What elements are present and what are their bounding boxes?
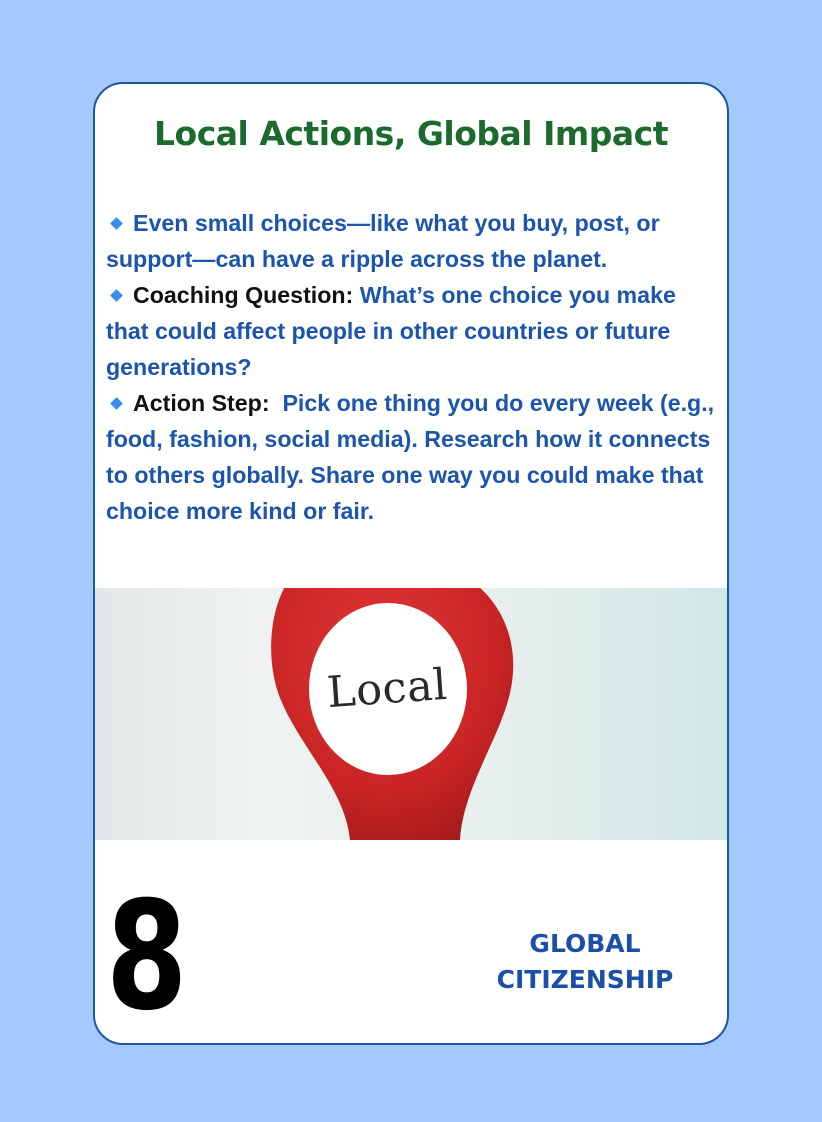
- card-number: 8: [106, 870, 188, 1044]
- location-pin-icon: [95, 588, 727, 840]
- card: [93, 82, 729, 1045]
- action-step-label: Action Step:: [133, 390, 270, 416]
- local-pin-photo: [95, 588, 727, 840]
- category-line-2: CITIZENSHIP: [496, 965, 674, 994]
- card-body: [106, 205, 715, 529]
- bullet-text-1: Even small choices—like what you buy, post, or support—can have a ripple across the planet.: [106, 210, 660, 272]
- diamond-bullet-icon: [110, 217, 123, 230]
- bullet-text-2: What’s one choice you make that could affect people in other countries or future generations?: [106, 282, 676, 380]
- bullet-item-3: [106, 385, 715, 529]
- category-line-1: GLOBAL: [529, 929, 641, 958]
- coaching-question-label: Coaching Question:: [133, 282, 354, 308]
- diamond-bullet-icon: [110, 397, 123, 410]
- image-local-text: Local: [325, 659, 450, 719]
- bullet-text-3: Pick one thing you do every week (e.g., food, fashion, social media). Research how it connects to others globally. Share one way you could make that choice more kind or fair.: [106, 390, 715, 524]
- category-label: [465, 926, 705, 998]
- card-title: Local Actions, Global Impact: [154, 114, 668, 153]
- diamond-bullet-icon: [110, 289, 123, 302]
- bullet-item-2: [106, 277, 715, 385]
- bullet-item-1: [106, 205, 715, 277]
